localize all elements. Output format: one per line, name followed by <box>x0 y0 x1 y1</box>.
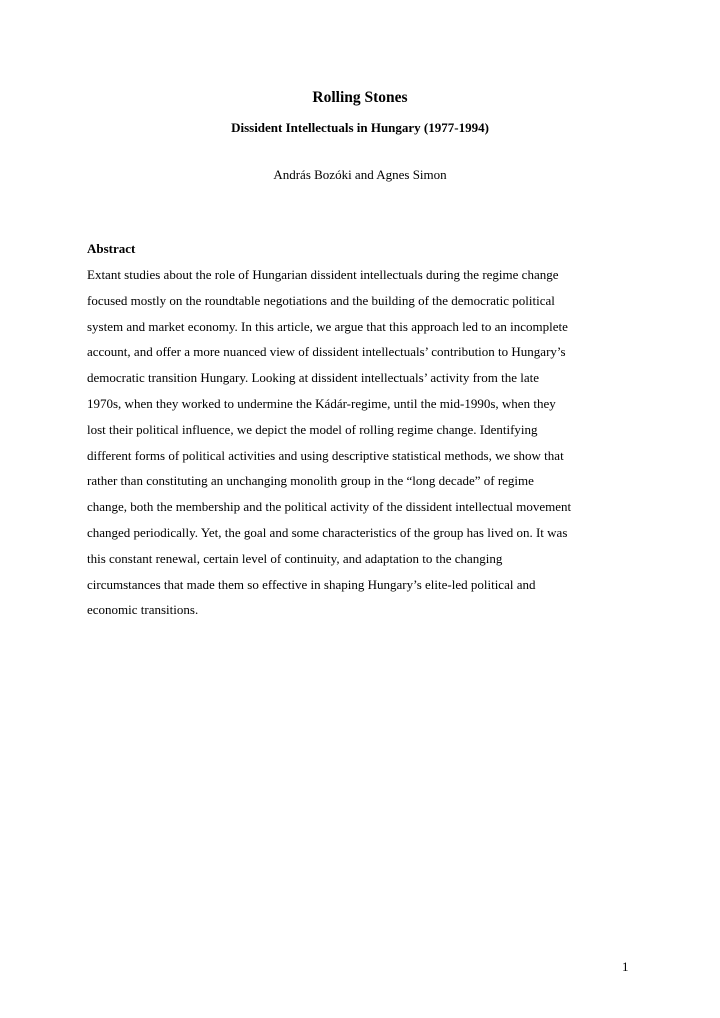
abstract-line: focused mostly on the roundtable negotiations and the building of the democratic political <box>87 292 555 308</box>
abstract-line: different forms of political activities and using descriptive statistical methods, we show that <box>87 447 564 463</box>
abstract-line: circumstances that made them so effective in shaping Hungary’s elite-led political and <box>87 576 536 592</box>
abstract-line: rather than constituting an unchanging monolith group in the “long decade” of regime <box>87 473 534 489</box>
abstract-line: changed periodically. Yet, the goal and some characteristics of the group has lived on. It was <box>87 524 568 540</box>
abstract-line: Extant studies about the role of Hungarian dissident intellectuals during the regime change <box>87 267 559 282</box>
paper-title: Rolling Stones <box>312 89 408 106</box>
abstract-line: change, both the membership and the political activity of the dissident intellectual movement <box>87 499 572 515</box>
abstract-line: lost their political influence, we depict the model of rolling regime change. Identifying <box>87 421 538 437</box>
abstract-line: 1970s, when they worked to undermine the Kádár-regime, until the mid-1990s, when they <box>87 395 556 411</box>
abstract-line: system and market economy. In this article, we argue that this approach led to an incomplete <box>87 318 568 334</box>
abstract-line: democratic transition Hungary. Looking at dissident intellectuals’ activity from the late <box>87 370 539 386</box>
paper-authors: András Bozóki and Agnes Simon <box>273 167 447 182</box>
abstract-body <box>87 266 647 627</box>
page-number: 1 <box>622 959 629 974</box>
abstract-line: economic transitions. <box>87 602 199 618</box>
abstract-line: this constant renewal, certain level of continuity, and adaptation to the changing <box>87 550 503 566</box>
abstract-heading: Abstract <box>87 241 136 256</box>
paper-subtitle: Dissident Intellectuals in Hungary (1977-1994) <box>231 120 489 135</box>
abstract-line: account, and offer a more nuanced view of dissident intellectuals’ contribution to Hungary’s <box>87 344 566 360</box>
